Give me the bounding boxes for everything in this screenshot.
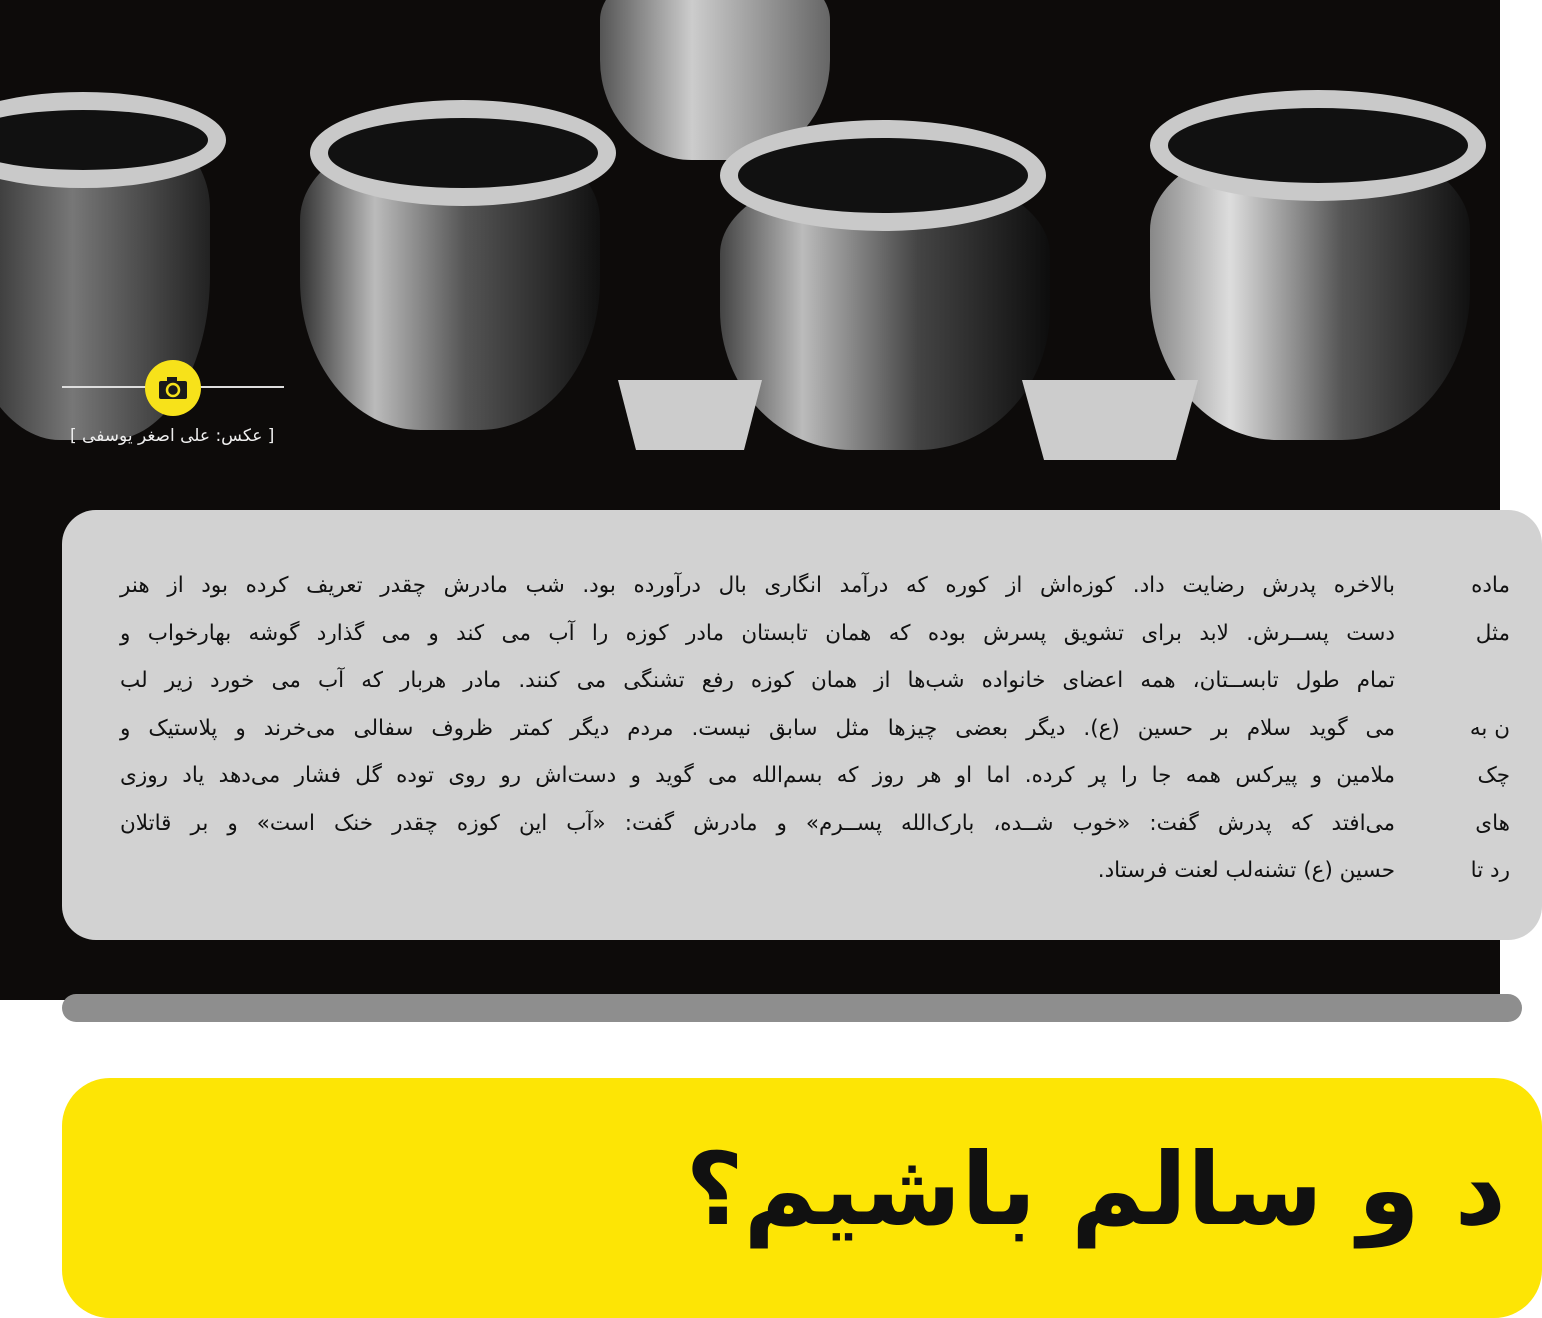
article-line: می گوید سلام بر حسین (ع). دیگر بعضی چیزها مثل سابق نیست. مردم دیگر کمتر ظروف سفالی می‌خرند و پلاستیک و (120, 715, 1395, 741)
pot-rim (310, 100, 616, 206)
side-line: مثل (1475, 620, 1510, 646)
article-line: ملامین و پیرکس همه جا را پر کرده. اما او هر روز که بسم‌الله می گوید و دست‌اش رو روی توده گل فشار می‌دهد یاد روزی (120, 763, 1395, 788)
article-line: حسین (ع) تشنه‌لب لعنت فرستاد. (1097, 858, 1395, 883)
article-line: می‌افتد که پدرش گفت: «خوب شــده، بارک‌الله پســرم» و مادرش گفت: «آب این کوزه چقدر خنک است» و بر قاتلان (120, 810, 1395, 836)
camera-icon (145, 360, 201, 416)
side-line: چک (1477, 763, 1510, 788)
pot-base (600, 380, 780, 450)
side-line: ن به (1469, 715, 1510, 741)
article-body (120, 562, 1395, 895)
side-line (1450, 657, 1510, 705)
pot-base (1000, 380, 1220, 460)
article-line: بالاخره پدرش رضایت داد. کوزه‌اش از کوره که درآمد انگاری بال درآورده بود. شب مادرش چقدر تعریف کرده بود از هنر (120, 573, 1395, 598)
pot-rim (720, 120, 1046, 231)
article-line: دست پســرش. لابد برای تشویق پسرش بوده که همان تابستان مادر کوزه را آب می کند و می گذارد گوشه بهارخواب و (120, 620, 1395, 646)
section-divider-bar (62, 994, 1522, 1022)
side-line: رد تا (1470, 858, 1510, 883)
pot-rim (1150, 90, 1486, 201)
photo-credit: [ عکس: علی اصغر یوسفی ] (70, 426, 275, 446)
adjacent-column-fragment (1450, 562, 1510, 895)
section-headline: د و سالم باشیم؟ (685, 1131, 1506, 1248)
side-line: ماده (1471, 573, 1510, 598)
side-line: های (1475, 810, 1510, 836)
article-line: تمام طول تابســتان، همه اعضای خانواده شب‌ها از همان کوزه رفع تشنگی می کنند. مادر هربار که آب می خورد زیر لب (120, 668, 1395, 693)
